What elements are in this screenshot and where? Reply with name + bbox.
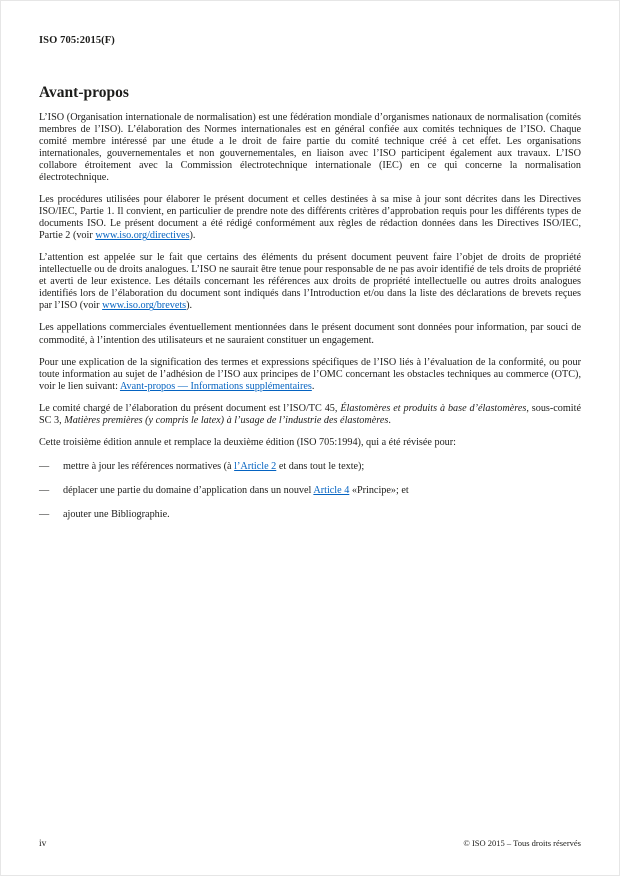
list-item xyxy=(39,461,581,473)
paragraph: L’attention est appelée sur le fait que certains des éléments du présent document peuvent faire l’objet de droits de propriété intellectuelle ou de droits analogues. L’ISO ne saurait être tenue pour responsable de ne pas avoir identifié de tels droits de propriété et averti de leur existence. Les détails concernant les références aux droits de propriété intellectuelle ou autres droits analogues identifiés lors de l’élaboration du document sont indiqués dans l’Introduction et/ou dans la liste des déclarations de brevets reçues par l’ISO (voir www.iso.org/brevets). xyxy=(39,252,581,312)
page-content xyxy=(39,35,581,521)
paragraph: Pour une explication de la signification des termes et expressions spécifiques de l’ISO liés à l’évaluation de la conformité, ou pour toute information au sujet de l’adhésion de l’ISO aux principes de l’OMC concernant les obstacles techniques au commerce (OTC), voir le lien suivant: Avant-propos — Informations supplémentaires. xyxy=(39,356,581,392)
paragraph: L’ISO (Organisation internationale de normalisation) est une fédération mondiale d’organismes nationaux de normalisation (comités membres de l’ISO). L’élaboration des Normes internationales est en général confiée aux comités techniques de l’ISO. Chaque comité membre intéressé par une étude a le droit de faire partie du comité technique créé à cet effet. Les organisations internationales, gouvernementales et non gouvernementales, en liaison avec l’ISO participent également aux travaux. L’ISO collabore étroitement avec la Commission électrotechnique internationale (IEC) en ce qui concerne la normalisation électrotechnique. xyxy=(39,112,581,184)
document-body xyxy=(39,112,581,521)
page-number: iv xyxy=(39,839,47,849)
hyperlink[interactable]: Avant-propos — Informations supplémentaires xyxy=(119,380,312,392)
section-title: Avant-propos xyxy=(39,84,129,101)
italic-text: Matières premières (y compris le latex) à l’usage de l’industrie des élastomères xyxy=(64,414,389,426)
list-dash: — xyxy=(39,508,50,520)
list-item-text: ajouter une Bibliographie. xyxy=(63,508,170,520)
paragraph: Les procédures utilisées pour élaborer le présent document et celles destinées à sa mise à jour sont décrites dans les Directives ISO/IEC, Partie 1. Il convient, en particulier de prendre note des différents critères d’approbation requis pour les différents types de documents ISO. Le présent document a été rédigé conformément aux règles de rédaction données dans les Directives ISO/IEC, Partie 2 (voir www.iso.org/directives). xyxy=(39,194,581,242)
list-item xyxy=(39,485,581,497)
hyperlink[interactable]: Article 4 xyxy=(313,484,350,496)
italic-text: Élastomères et produits à base d’élastomères xyxy=(340,402,527,414)
list-item-text: déplacer une partie du domaine d’application dans un nouvel Article 4 «Principe»; et xyxy=(63,484,409,496)
hyperlink[interactable]: www.iso.org/brevets xyxy=(102,300,187,312)
page-footer xyxy=(39,838,581,849)
list-dash: — xyxy=(39,484,50,496)
hyperlink[interactable]: l’Article 2 xyxy=(234,460,277,472)
copyright-notice: © ISO 2015 – Tous droits réservés xyxy=(463,838,581,848)
list-item xyxy=(39,509,581,521)
list-dash: — xyxy=(39,460,50,472)
hyperlink[interactable]: www.iso.org/directives xyxy=(95,230,190,242)
paragraph: Les appellations commerciales éventuellement mentionnées dans le présent document sont données pour information, par souci de commodité, à l’intention des utilisateurs et ne sauraient constituer un engagement. xyxy=(39,322,581,346)
list-item-text: mettre à jour les références normatives (à l’Article 2 et dans tout le texte); xyxy=(63,460,365,472)
paragraph: Cette troisième édition annule et remplace la deuxième édition (ISO 705:1994), qui a été révisée pour: xyxy=(39,436,456,448)
paragraph: Le comité chargé de l’élaboration du présent document est l’ISO/TC 45, Élastomères et produits à base d’élastomères, sous-comité SC 3, Matières premières (y compris le latex) à l’usage de l’industrie des élastomères. xyxy=(39,402,581,426)
document-reference: ISO 705:2015(F) xyxy=(39,35,115,46)
